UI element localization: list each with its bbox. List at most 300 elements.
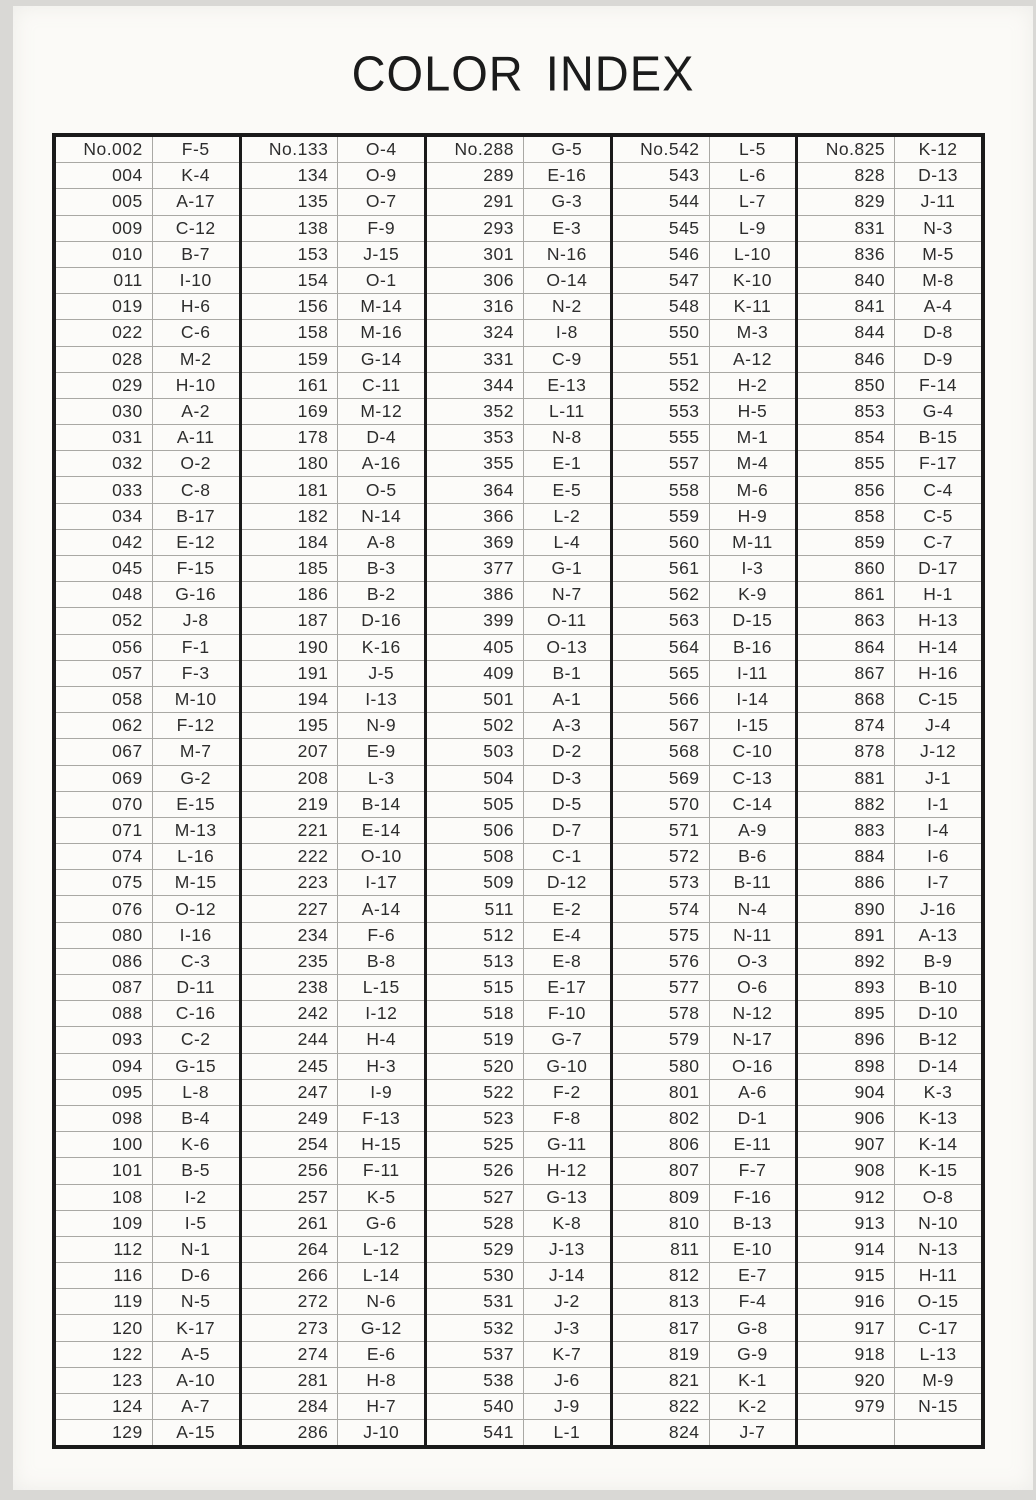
color-number-cell — [798, 1420, 895, 1445]
table-row — [427, 293, 610, 319]
table-row — [613, 1419, 796, 1445]
color-code-cell: N-3 — [923, 217, 953, 238]
color-number-cell: 550 — [613, 320, 710, 345]
color-code-cell: A-1 — [552, 689, 582, 710]
color-code-cell: G-15 — [175, 1055, 217, 1076]
color-code-cell: E-11 — [733, 1134, 772, 1155]
color-code-cell: K-5 — [366, 1186, 396, 1207]
color-code-cell: L-6 — [739, 165, 766, 186]
color-code-cell: C-4 — [923, 479, 953, 500]
table-row — [798, 529, 981, 555]
table-row — [427, 738, 610, 764]
color-code-cell: G-12 — [360, 1317, 402, 1338]
color-number-cell: 807 — [613, 1158, 710, 1183]
table-row — [613, 1131, 796, 1157]
color-number-cell: 860 — [798, 556, 895, 581]
table-row — [798, 1131, 981, 1157]
color-number-cell: 548 — [613, 294, 710, 319]
color-number-cell: 223 — [242, 870, 339, 895]
color-number-cell: 274 — [242, 1342, 339, 1367]
color-number-cell: 547 — [613, 268, 710, 293]
table-row — [798, 293, 981, 319]
color-number-cell: 227 — [242, 896, 339, 921]
color-number-cell: 182 — [242, 504, 339, 529]
color-code-cell: E-10 — [732, 1238, 772, 1259]
color-number-cell: 565 — [613, 661, 710, 686]
color-number-cell: 886 — [798, 870, 895, 895]
table-row — [613, 1393, 796, 1419]
table-row — [613, 1236, 796, 1262]
table-row — [613, 948, 796, 974]
color-code-cell: K-9 — [738, 584, 767, 605]
table-row — [798, 1157, 981, 1183]
table-row — [798, 1026, 981, 1052]
table-row — [242, 1079, 425, 1105]
color-number-cell: 861 — [798, 582, 895, 607]
table-row — [798, 319, 981, 345]
table-row — [427, 1026, 610, 1052]
color-number-cell: 858 — [798, 504, 895, 529]
table-row — [427, 869, 610, 895]
table-row — [613, 215, 796, 241]
table-row — [798, 922, 981, 948]
color-number-cell: 207 — [242, 739, 339, 764]
table-row — [613, 1053, 796, 1079]
table-row — [242, 765, 425, 791]
table-row — [242, 948, 425, 974]
color-code-cell: B-8 — [366, 950, 396, 971]
table-row — [242, 1288, 425, 1314]
color-code-cell: E-6 — [366, 1343, 396, 1364]
color-number-cell: 185 — [242, 556, 339, 581]
color-number-cell: 116 — [56, 1263, 153, 1288]
color-code-cell: O-16 — [732, 1055, 773, 1076]
color-number-cell: 563 — [613, 608, 710, 633]
color-code-cell: E-2 — [552, 898, 582, 919]
color-number-cell: 284 — [242, 1394, 339, 1419]
color-number-cell: 572 — [613, 844, 710, 869]
color-number-cell: 509 — [427, 870, 524, 895]
color-code-cell: I-3 — [741, 558, 764, 579]
color-code-cell: E-3 — [552, 217, 582, 238]
table-column-group — [56, 137, 239, 1445]
color-number-cell: 863 — [798, 608, 895, 633]
table-row — [56, 974, 239, 1000]
table-row — [798, 660, 981, 686]
color-number-cell: 802 — [613, 1106, 710, 1131]
table-row — [242, 1184, 425, 1210]
color-number-cell: 541 — [427, 1420, 524, 1445]
table-row — [613, 450, 796, 476]
table-row — [242, 869, 425, 895]
color-number-cell: 154 — [242, 268, 339, 293]
table-row — [798, 1341, 981, 1367]
color-code-cell: I-10 — [179, 270, 212, 291]
table-row — [427, 503, 610, 529]
color-code-cell: M-2 — [179, 348, 212, 369]
color-number-cell: 352 — [427, 399, 524, 424]
color-code-cell: C-10 — [732, 741, 773, 762]
color-code-cell: C-15 — [918, 689, 959, 710]
color-number-cell: 560 — [613, 530, 710, 555]
color-number-cell: 005 — [56, 189, 153, 214]
color-number-cell: 194 — [242, 687, 339, 712]
color-number-cell: 540 — [427, 1394, 524, 1419]
table-row — [427, 1157, 610, 1183]
color-number-cell: 369 — [427, 530, 524, 555]
color-number-cell: 186 — [242, 582, 339, 607]
color-code-cell: L-5 — [739, 139, 766, 160]
color-code-cell: D-12 — [546, 872, 587, 893]
color-number-cell: 850 — [798, 373, 895, 398]
table-row — [613, 922, 796, 948]
color-number-cell: 916 — [798, 1289, 895, 1314]
table-row — [427, 215, 610, 241]
table-row — [427, 424, 610, 450]
color-code-cell: H-2 — [737, 374, 768, 395]
color-number-cell: 891 — [798, 923, 895, 948]
table-row — [798, 398, 981, 424]
color-code-cell: B-2 — [366, 584, 396, 605]
table-row — [56, 1210, 239, 1236]
color-number-cell: 022 — [56, 320, 153, 345]
color-code-cell: I-2 — [184, 1186, 207, 1207]
table-row — [56, 1157, 239, 1183]
color-number-cell: 034 — [56, 504, 153, 529]
table-row — [242, 476, 425, 502]
color-number-cell: 551 — [613, 347, 710, 372]
color-number-cell: 511 — [427, 896, 524, 921]
table-row — [798, 503, 981, 529]
table-column-group — [610, 137, 796, 1445]
color-code-cell: M-11 — [732, 531, 773, 552]
table-row — [427, 922, 610, 948]
table-row — [613, 607, 796, 633]
color-number-cell: 377 — [427, 556, 524, 581]
table-row — [56, 686, 239, 712]
color-number-cell: 532 — [427, 1315, 524, 1340]
color-code-cell: O-15 — [917, 1291, 959, 1312]
color-code-cell: D-10 — [918, 1003, 959, 1024]
color-number-cell: 519 — [427, 1027, 524, 1052]
color-code-cell: E-7 — [738, 1265, 767, 1286]
color-code-cell: D-11 — [176, 977, 215, 998]
color-code-cell: A-5 — [181, 1343, 211, 1364]
color-number-cell: 868 — [798, 687, 895, 712]
color-number-cell: 898 — [798, 1054, 895, 1079]
table-row — [613, 843, 796, 869]
table-row — [242, 555, 425, 581]
table-row — [613, 1314, 796, 1340]
table-row — [427, 1184, 610, 1210]
color-code-cell: H-13 — [918, 610, 959, 631]
color-number-cell: 882 — [798, 792, 895, 817]
table-row — [242, 581, 425, 607]
color-code-cell: A-12 — [732, 348, 772, 369]
color-code-cell: I-16 — [179, 924, 212, 945]
color-code-cell: F-12 — [176, 715, 215, 736]
color-code-cell: O-9 — [365, 165, 397, 186]
color-code-cell: B-11 — [733, 872, 772, 893]
color-code-cell: F-11 — [362, 1160, 400, 1181]
table-row — [242, 241, 425, 267]
color-code-cell: L-4 — [553, 531, 581, 552]
color-number-cell: 578 — [613, 1001, 710, 1026]
color-number-cell: 855 — [798, 451, 895, 476]
color-number-cell: 156 — [242, 294, 339, 319]
color-number-cell: 074 — [56, 844, 153, 869]
color-code-cell: L-1 — [553, 1422, 581, 1443]
table-row — [56, 843, 239, 869]
table-row — [56, 791, 239, 817]
color-code-cell: G-16 — [175, 584, 217, 605]
color-number-cell: 854 — [798, 425, 895, 450]
table-row — [613, 634, 796, 660]
color-number-cell: 058 — [56, 687, 153, 712]
table-row — [56, 1288, 239, 1314]
table-row — [56, 398, 239, 424]
color-number-cell: 324 — [427, 320, 524, 345]
table-column-group — [424, 137, 610, 1445]
color-number-cell: 011 — [56, 268, 153, 293]
color-number-cell: 405 — [427, 635, 524, 660]
color-number-cell: 917 — [798, 1315, 895, 1340]
table-row — [427, 450, 610, 476]
color-number-cell: 122 — [56, 1342, 153, 1367]
table-row — [427, 1314, 610, 1340]
color-code-cell: E-5 — [552, 479, 582, 500]
color-code-cell: F-2 — [552, 1081, 581, 1102]
table-row — [613, 162, 796, 188]
color-number-cell: 112 — [56, 1237, 153, 1262]
table-row — [56, 346, 239, 372]
color-number-cell: 821 — [613, 1368, 710, 1393]
color-number-cell: 513 — [427, 949, 524, 974]
color-number-cell: 893 — [798, 975, 895, 1000]
table-row — [242, 293, 425, 319]
color-code-cell: G-14 — [360, 348, 402, 369]
color-number-cell: 093 — [56, 1027, 153, 1052]
color-code-cell: J-7 — [739, 1422, 766, 1443]
color-code-cell: J-8 — [182, 610, 209, 631]
color-code-cell: N-4 — [737, 898, 768, 919]
color-code-cell: K-8 — [552, 1212, 582, 1233]
color-code-cell: I-4 — [927, 819, 950, 840]
table-row — [242, 346, 425, 372]
color-code-cell: O-14 — [546, 270, 588, 291]
color-number-cell: 052 — [56, 608, 153, 633]
color-code-cell: J-2 — [553, 1291, 580, 1312]
color-number-cell: 568 — [613, 739, 710, 764]
table-row — [56, 1079, 239, 1105]
color-number-cell: 399 — [427, 608, 524, 633]
color-number-cell: 895 — [798, 1001, 895, 1026]
table-row — [56, 817, 239, 843]
color-number-cell: 530 — [427, 1263, 524, 1288]
color-code-cell: L-8 — [182, 1081, 210, 1102]
table-row — [242, 1419, 425, 1445]
color-code-cell: A-8 — [366, 531, 396, 552]
color-number-cell: 878 — [798, 739, 895, 764]
color-number-cell: 075 — [56, 870, 153, 895]
color-code-cell: M-3 — [736, 322, 769, 343]
color-code-cell: C-11 — [361, 374, 401, 395]
table-row — [56, 922, 239, 948]
color-number-cell: 048 — [56, 582, 153, 607]
color-number-cell: 512 — [427, 923, 524, 948]
color-number-cell: 576 — [613, 949, 710, 974]
color-number-cell: 286 — [242, 1420, 339, 1445]
color-code-cell: H-11 — [918, 1265, 958, 1286]
table-row — [427, 843, 610, 869]
table-row — [56, 738, 239, 764]
table-row — [242, 922, 425, 948]
color-code-cell: I-7 — [927, 872, 950, 893]
color-code-cell: H-10 — [175, 374, 216, 395]
color-number-cell: 979 — [798, 1394, 895, 1419]
table-row — [613, 1210, 796, 1236]
color-number-cell: 222 — [242, 844, 339, 869]
color-code-cell: C-17 — [918, 1317, 959, 1338]
color-code-cell: K-3 — [923, 1081, 953, 1102]
scanned-page — [13, 6, 1033, 1490]
table-row — [242, 1367, 425, 1393]
table-row — [798, 607, 981, 633]
color-code-cell: K-16 — [361, 636, 401, 657]
table-row — [56, 476, 239, 502]
table-row — [242, 791, 425, 817]
table-row — [798, 476, 981, 502]
color-code-cell: B-3 — [366, 558, 396, 579]
table-row — [798, 137, 981, 162]
table-row — [613, 1367, 796, 1393]
color-code-cell: J-15 — [363, 243, 400, 264]
table-row — [613, 555, 796, 581]
color-number-cell: 264 — [242, 1237, 339, 1262]
color-code-cell: O-1 — [365, 270, 397, 291]
color-code-cell: G-5 — [551, 139, 583, 160]
color-number-cell: 904 — [798, 1080, 895, 1105]
table-column-group — [239, 137, 425, 1445]
color-code-cell: C-1 — [552, 846, 582, 867]
color-code-cell: F-7 — [738, 1160, 767, 1181]
color-code-cell: M-15 — [174, 872, 217, 893]
color-code-cell: N-11 — [733, 924, 772, 945]
table-row — [242, 215, 425, 241]
color-code-cell: N-14 — [361, 505, 402, 526]
color-number-cell: 874 — [798, 713, 895, 738]
color-code-cell: D-13 — [918, 165, 959, 186]
color-number-cell: 859 — [798, 530, 895, 555]
color-code-cell: I-8 — [555, 322, 578, 343]
table-row — [427, 1341, 610, 1367]
color-number-cell: 810 — [613, 1211, 710, 1236]
color-number-cell: 235 — [242, 949, 339, 974]
color-number-cell: 169 — [242, 399, 339, 424]
table-row — [427, 817, 610, 843]
color-number-cell: 010 — [56, 242, 153, 267]
table-row — [798, 188, 981, 214]
color-number-cell: 918 — [798, 1342, 895, 1367]
color-number-cell: 272 — [242, 1289, 339, 1314]
color-number-cell: 208 — [242, 766, 339, 791]
table-row — [427, 1262, 610, 1288]
table-row — [427, 529, 610, 555]
color-number-cell: 503 — [427, 739, 524, 764]
color-code-cell: I-1 — [927, 793, 950, 814]
table-row — [427, 162, 610, 188]
color-code-cell: M-10 — [174, 689, 217, 710]
color-number-cell: 409 — [427, 661, 524, 686]
color-number-cell: 890 — [798, 896, 895, 921]
color-code-cell: D-17 — [918, 558, 959, 579]
color-number-cell: 306 — [427, 268, 524, 293]
color-number-cell: 070 — [56, 792, 153, 817]
table-row — [613, 686, 796, 712]
table-row — [56, 1419, 239, 1445]
color-code-cell: K-4 — [181, 165, 211, 186]
color-number-cell: 033 — [56, 477, 153, 502]
table-row — [427, 555, 610, 581]
color-number-cell: 566 — [613, 687, 710, 712]
table-row — [798, 1314, 981, 1340]
color-number-cell: 506 — [427, 818, 524, 843]
table-row — [56, 1131, 239, 1157]
color-code-cell: A-4 — [923, 296, 953, 317]
table-row — [427, 581, 610, 607]
color-code-cell: C-2 — [180, 1029, 211, 1050]
color-code-cell: J-5 — [368, 662, 395, 683]
color-number-cell: 242 — [242, 1001, 339, 1026]
color-number-cell: 812 — [613, 1263, 710, 1288]
color-number-cell: 095 — [56, 1080, 153, 1105]
color-code-cell: F-14 — [919, 374, 958, 395]
color-code-cell: K-10 — [732, 270, 772, 291]
color-code-cell: K-17 — [176, 1317, 216, 1338]
color-number-cell: 245 — [242, 1054, 339, 1079]
color-code-cell: C-9 — [552, 348, 582, 369]
color-number-cell: 544 — [613, 189, 710, 214]
table-row — [427, 476, 610, 502]
color-number-cell: 518 — [427, 1001, 524, 1026]
table-row — [56, 372, 239, 398]
table-row — [242, 843, 425, 869]
color-code-cell: I-6 — [927, 846, 950, 867]
color-number-cell: 032 — [56, 451, 153, 476]
color-code-cell: O-7 — [365, 191, 397, 212]
color-number-cell: 291 — [427, 189, 524, 214]
color-number-cell: 527 — [427, 1185, 524, 1210]
color-number-cell: 190 — [242, 635, 339, 660]
color-number-cell: 552 — [613, 373, 710, 398]
table-row — [56, 215, 239, 241]
color-code-cell: N-13 — [918, 1238, 959, 1259]
color-code-cell: B-4 — [181, 1108, 211, 1129]
color-number-cell: 571 — [613, 818, 710, 843]
table-row — [427, 1131, 610, 1157]
color-code-cell: O-12 — [175, 898, 217, 919]
table-row — [798, 1105, 981, 1131]
color-number-cell: 364 — [427, 477, 524, 502]
table-row — [613, 293, 796, 319]
table-row — [427, 686, 610, 712]
color-code-cell: M-14 — [360, 296, 403, 317]
color-number-cell: 009 — [56, 216, 153, 241]
color-number-cell: 522 — [427, 1080, 524, 1105]
color-code-cell: B-16 — [732, 636, 772, 657]
color-number-cell: 101 — [56, 1158, 153, 1183]
table-row — [242, 660, 425, 686]
